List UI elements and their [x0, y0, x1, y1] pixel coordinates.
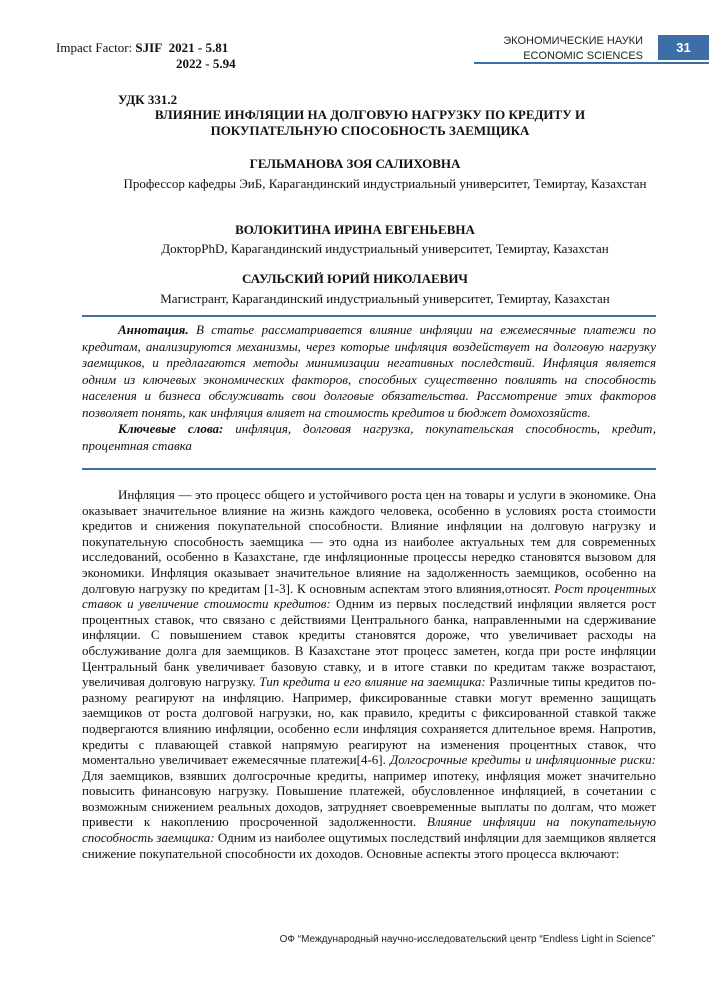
- author-affiliation: Магистрант, Карагандинский индустриальный университет, Темиртау, Казахстан: [160, 291, 610, 306]
- page-number: 31: [658, 35, 709, 60]
- author-name: ГЕЛЬМАНОВА ЗОЯ САЛИХОВНА: [249, 156, 461, 171]
- author-name: САУЛЬСКИЙ ЮРИЙ НИКОЛАЕВИЧ: [242, 271, 468, 286]
- article-title: ВЛИЯНИЕ ИНФЛЯЦИИ НА ДОЛГОВУЮ НАГРУЗКУ ПО КРЕДИТУ И ПОКУПАТЕЛЬНУЮ СПОСОБНОСТЬ ЗАЕМЩИКА: [154, 107, 586, 138]
- author-affiliation: ДокторPhD, Карагандинский индустриальный университет, Темиртау, Казахстан: [161, 241, 609, 256]
- keywords-label: Ключевые слова:: [118, 421, 224, 436]
- header-rule: [474, 62, 709, 64]
- impact-factor: Impact Factor: SJIF 2021 - 5.81 2022 - 5.94: [56, 40, 236, 71]
- abstract-label: Аннотация.: [118, 322, 189, 337]
- abstract-text: В статье рассматривается влияние инфляции на ежемесячные платежи по кредитам, анализируются механизмы, через которые инфляция воздействует на долговую нагрузку заемщиков, и предлагаются методы минимизации негативных последствий. Инфляция является одним из ключевых экономических факторов, способных существенно повлиять на способность населения и бизнеса обслуживать свои долговые обязательства. Рассмотрение этих факторов позволяет понять, как инфляция влияет на стоимость кредитов и бюджет домохозяйств.: [82, 322, 656, 420]
- keywords-text: инфляция, долговая нагрузка, покупательская способность, кредит, процентная ставка: [82, 421, 656, 453]
- footer-publisher: ОФ “Международный научно-исследовательский центр “Endless Light in Science”: [279, 934, 655, 945]
- udk-code: УДК 331.2: [118, 92, 178, 107]
- abstract-bottom-rule: [82, 468, 656, 470]
- abstract: [82, 322, 656, 454]
- article-body: Инфляция — это процесс общего и устойчивого роста цен на товары и услуги в экономике. Она оказывает значительное влияние на жизнь каждого человека, особенно в условиях роста стоимости кредитов и снижения покупательной способности. Влияние инфляции на долговую нагрузку и покупательную способность заемщика — это одна из наиболее актуальных тем для современных исследований, особенно в Казахстане, где инфляционные процессы нередко становятся вызовом для экономики. Инфляция оказывает значительное влияние на задолженность заемщиков, особенно на долговую нагрузку по кредитам [1-3]. К основным аспектам этого влияния,относят. Рост процентных ставок и увеличение стоимости кредитов: Одним из первых последствий инфляции является рост процентных ставок, что связано с действиями Центрального банка, направленными на сдерживание инфляции. С повышением ставок кредиты становятся дороже, что увеличивает расходы на обслуживание долга для заемщиков. В Казахстане этот процесс заметен, когда при росте инфляции Центральный банк увеличивает базовую ставку, и в итоге ставки по кредитам также возрастают, увеличивая долговую нагрузку. Тип кредита и его влияние на заемщика: Различные типы кредитов по-разному реагируют на инфляцию. Например, фиксированные ставки могут временно защищать заемщиков от роста долговой нагрузки, но, как правило, кредиты с фиксированной ставкой также подвергаются влиянию инфляции, особенно если инфляция сохраняется длительное время. Напротив, кредиты с плавающей ставкой напрямую реагируют на изменения процентных ставок, что моментально увеличивает ежемесячные платежи[4-6]. Долгосрочные кредиты и инфляционные риски: Для заемщиков, взявших долгосрочные кредиты, например ипотеку, инфляция может значительно повысить финансовую нагрузку. Повышение платежей, обусловленное инфляцией, в сочетании с возможным снижением реальных доходов, затрудняет своевременные выплаты по долгам, что может привести к накоплению просроченной задолженности. Влияние инфляции на покупательную способность заемщика: Одним из наиболее ощутимых последствий инфляции для заемщиков является снижение покупательной способности их доходов. Основные аспекты этого процесса включают:: [82, 487, 656, 861]
- abstract-top-rule: [82, 315, 656, 317]
- author-name: ВОЛОКИТИНА ИРИНА ЕВГЕНЬЕВНА: [235, 222, 475, 237]
- journal-section: ЭКОНОМИЧЕСКИЕ НАУКИ ECONOMIC SCIENCES: [503, 35, 643, 62]
- author-affiliation: Профессор кафедры ЭиБ, Карагандинский индустриальный университет, Темиртау, Казахстан: [123, 176, 647, 191]
